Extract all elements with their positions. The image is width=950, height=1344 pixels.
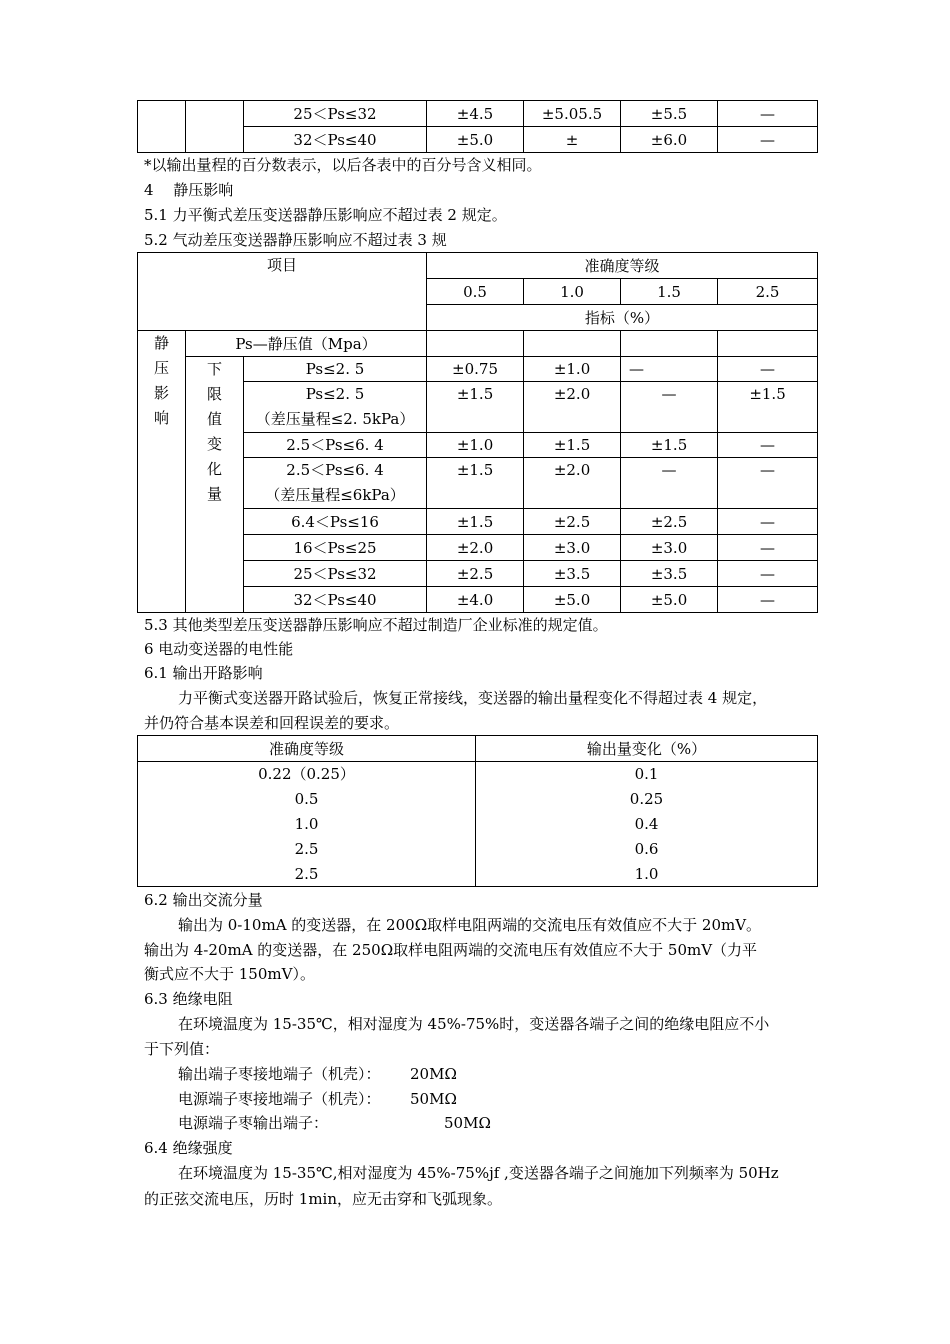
table-cell: ±2.0 bbox=[524, 458, 621, 509]
table-cell: 0.1 bbox=[476, 762, 818, 787]
table-cell: ±1.5 bbox=[427, 458, 524, 509]
table-cell: — bbox=[718, 357, 818, 382]
sub-char: 化 bbox=[206, 460, 222, 478]
section-6-1: 6.1 输出开路影响 bbox=[144, 664, 263, 682]
row-condition bbox=[244, 458, 427, 509]
condition-line-2: （差压量程≤2. 5kPa） bbox=[255, 410, 415, 428]
table-cell: ±5.5 bbox=[621, 101, 718, 127]
table-cell: ± bbox=[524, 127, 621, 153]
row-condition bbox=[244, 382, 427, 433]
table-cell bbox=[524, 331, 621, 357]
table-cell: 0.22（0.25） bbox=[138, 762, 476, 787]
grade-1-0: 1.0 bbox=[524, 279, 621, 305]
table-cell: ±1.0 bbox=[427, 433, 524, 458]
table-cell: ±5.0 bbox=[524, 587, 621, 613]
section-6-heading: 6 电动变送器的电性能 bbox=[144, 640, 294, 658]
ps-label: Ps—静压值（Mpa） bbox=[186, 331, 427, 357]
table-cell: 1.0 bbox=[138, 812, 476, 837]
table-cell bbox=[138, 101, 186, 153]
table-cell: ±3.5 bbox=[621, 561, 718, 587]
table-cell: — bbox=[718, 509, 818, 535]
header-item: 项目 bbox=[138, 253, 427, 331]
table-cell: — bbox=[718, 535, 818, 561]
table-cell: — bbox=[621, 357, 718, 382]
sub-char: 量 bbox=[206, 485, 222, 503]
table-cell: 1.0 bbox=[476, 862, 818, 887]
table-cell: ±6.0 bbox=[621, 127, 718, 153]
grade-2-5: 2.5 bbox=[718, 279, 818, 305]
table-cell: ±2.5 bbox=[427, 561, 524, 587]
section-4-heading: 4 静压影响 bbox=[144, 181, 234, 199]
paragraph-6-3-line-2: 于下列值： bbox=[144, 1040, 220, 1058]
table-cell: ±1.5 bbox=[718, 382, 818, 433]
paragraph-6-4-line-1: 在环境温度为 15-35℃,相对湿度为 45%-75%jf ,变送器各端子之间施加下列频率为 50Hz bbox=[178, 1164, 779, 1182]
table-cell: ±4.0 bbox=[427, 587, 524, 613]
table-cell: — bbox=[718, 127, 818, 153]
insulation-item-3-label: 电源端子枣输出端子： bbox=[178, 1114, 329, 1132]
table-cell: ±5.0 bbox=[427, 127, 524, 153]
header-index: 指标（%） bbox=[427, 305, 818, 331]
paragraph-6-1-line-2: 并仍符合基本误差和回程误差的要求。 bbox=[144, 714, 400, 732]
table-cell bbox=[621, 331, 718, 357]
table-cell: ±5.05.5 bbox=[524, 101, 621, 127]
table-cell: 32＜Ps≤40 bbox=[244, 127, 427, 153]
table-cell: ±4.5 bbox=[427, 101, 524, 127]
table-cell: ±1.0 bbox=[524, 357, 621, 382]
side-char: 影 bbox=[153, 384, 169, 402]
condition-line-2: （差压量程≤6kPa） bbox=[265, 486, 405, 504]
sub-label-lower-limit-change bbox=[186, 357, 244, 613]
condition-line-1: Ps≤2. 5 bbox=[305, 385, 365, 403]
table-cell: — bbox=[718, 458, 818, 509]
table-cell: ±5.0 bbox=[621, 587, 718, 613]
table-cell: — bbox=[718, 433, 818, 458]
section-6-3: 6.3 绝缘电阻 bbox=[144, 990, 233, 1008]
grade-0-5: 0.5 bbox=[427, 279, 524, 305]
paragraph-6-2-line-2: 输出为 4-20mA 的变送器，在 250Ω取样电阻两端的交流电压有效值应不大于 50mV（力平 bbox=[144, 941, 758, 959]
paragraph-6-2-line-3: 衡式应不大于 150mV）。 bbox=[144, 965, 315, 983]
table-cell: 0.5 bbox=[138, 787, 476, 812]
row-condition: 6.4＜Ps≤16 bbox=[244, 509, 427, 535]
table-cell: — bbox=[718, 561, 818, 587]
table-cell: — bbox=[621, 458, 718, 509]
header-grade: 准确度等级 bbox=[138, 736, 476, 762]
table-cell: 2.5 bbox=[138, 837, 476, 862]
section-5-3: 5.3 其他类型差压变送器静压影响应不超过制造厂企业标准的规定值。 bbox=[144, 616, 608, 634]
section-5-1: 5.1 力平衡式差压变送器静压影响应不超过表 2 规定。 bbox=[144, 206, 507, 224]
sub-char: 值 bbox=[206, 410, 222, 428]
insulation-item-2-label: 电源端子枣接地端子（机壳）： bbox=[178, 1090, 381, 1108]
table-cell: — bbox=[718, 587, 818, 613]
table-cell: ±3.0 bbox=[524, 535, 621, 561]
header-output-change: 输出量变化（%） bbox=[476, 736, 818, 762]
condition-line-1: 2.5＜Ps≤6. 4 bbox=[286, 461, 384, 479]
table-cell: ±1.5 bbox=[621, 433, 718, 458]
table-cell: 2.5 bbox=[138, 862, 476, 887]
table-cell: ±3.0 bbox=[621, 535, 718, 561]
insulation-item-2-value: 50MΩ bbox=[410, 1090, 457, 1108]
section-6-2: 6.2 输出交流分量 bbox=[144, 891, 263, 909]
side-label-static-pressure bbox=[138, 331, 186, 613]
row-condition: 32＜Ps≤40 bbox=[244, 587, 427, 613]
paragraph-6-2-line-1: 输出为 0-10mA 的变送器，在 200Ω取样电阻两端的交流电压有效值应不大于 20mV。 bbox=[178, 916, 762, 934]
table-cell: ±0.75 bbox=[427, 357, 524, 382]
table-cell: ±2.0 bbox=[427, 535, 524, 561]
table-cell: 25＜Ps≤32 bbox=[244, 101, 427, 127]
table-note: *以输出量程的百分数表示，以后各表中的百分号含义相同。 bbox=[144, 156, 542, 174]
sub-char: 限 bbox=[206, 385, 222, 403]
row-condition: 16＜Ps≤25 bbox=[244, 535, 427, 561]
table-cell: ±1.5 bbox=[427, 382, 524, 433]
row-condition: 2.5＜Ps≤6. 4 bbox=[244, 433, 427, 458]
table-cell: ±1.5 bbox=[524, 433, 621, 458]
row-condition: Ps≤2. 5 bbox=[244, 357, 427, 382]
table-cell: ±2.5 bbox=[524, 509, 621, 535]
table-cell bbox=[718, 331, 818, 357]
table-cell bbox=[186, 101, 244, 153]
paragraph-6-3-line-1: 在环境温度为 15-35℃，相对湿度为 45%-75%时，变送器各端子之间的绝缘电阻应不小 bbox=[178, 1015, 770, 1033]
table-cell: 0.25 bbox=[476, 787, 818, 812]
table-cell: — bbox=[718, 101, 818, 127]
header-grade: 准确度等级 bbox=[427, 253, 818, 279]
side-char: 静 bbox=[153, 334, 169, 352]
section-6-4: 6.4 绝缘强度 bbox=[144, 1139, 233, 1157]
sub-char: 变 bbox=[206, 435, 222, 453]
paragraph-6-1-line-1: 力平衡式变送器开路试验后，恢复正常接线，变送器的输出量程变化不得超过表 4 规定， bbox=[178, 689, 768, 707]
row-condition: 25＜Ps≤32 bbox=[244, 561, 427, 587]
grade-1-5: 1.5 bbox=[621, 279, 718, 305]
side-char: 响 bbox=[153, 409, 169, 427]
table-cell: — bbox=[621, 382, 718, 433]
side-char: 压 bbox=[153, 359, 169, 377]
table-1-continuation bbox=[137, 100, 818, 153]
table-cell: ±3.5 bbox=[524, 561, 621, 587]
table-cell: ±1.5 bbox=[427, 509, 524, 535]
table-cell bbox=[427, 331, 524, 357]
insulation-item-1-value: 20MΩ bbox=[410, 1065, 457, 1083]
insulation-item-1-label: 输出端子枣接地端子（机壳）： bbox=[178, 1065, 381, 1083]
static-pressure-table bbox=[137, 252, 818, 613]
paragraph-6-4-line-2: 的正弦交流电压，历时 1min，应无击穿和飞弧现象。 bbox=[144, 1190, 502, 1208]
insulation-item-3-value: 50MΩ bbox=[444, 1114, 491, 1132]
sub-char: 下 bbox=[206, 360, 222, 378]
table-cell: 0.6 bbox=[476, 837, 818, 862]
table-cell: ±2.0 bbox=[524, 382, 621, 433]
table-cell: ±2.5 bbox=[621, 509, 718, 535]
output-change-table bbox=[137, 735, 818, 887]
table-cell: 0.4 bbox=[476, 812, 818, 837]
section-5-2: 5.2 气动差压变送器静压影响应不超过表 3 规 bbox=[144, 231, 447, 249]
